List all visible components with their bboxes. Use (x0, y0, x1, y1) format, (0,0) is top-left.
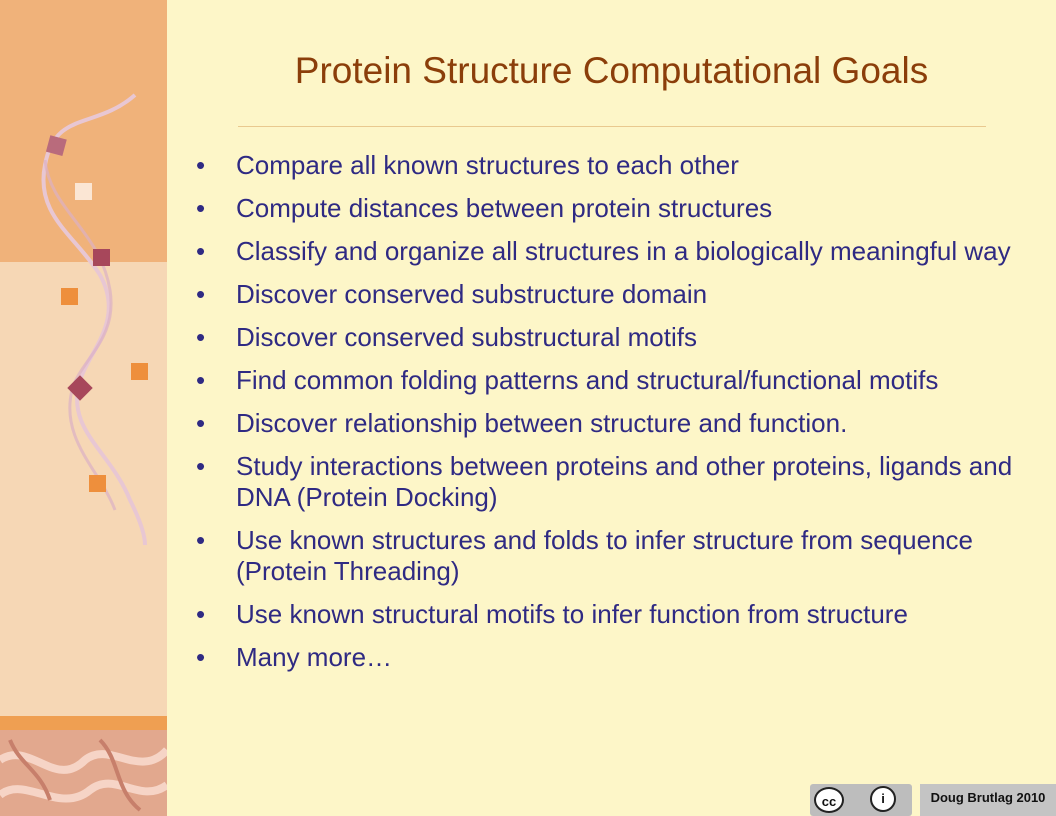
bullet-list (196, 150, 1036, 685)
bullet-text: Discover conserved substructural motifs (236, 322, 697, 352)
cc-icon: cc (814, 787, 844, 813)
bullet-text: Discover relationship between structure and function. (236, 408, 848, 438)
bullet-marker: • (196, 236, 206, 266)
bullet-marker: • (196, 642, 206, 672)
bullet-marker: • (196, 279, 206, 309)
bullet-item (196, 365, 1036, 396)
bullet-marker: • (196, 525, 206, 555)
bullet-text: Compute distances between protein structures (236, 193, 773, 223)
bullet-item (196, 322, 1036, 353)
bullet-marker: • (196, 451, 206, 481)
attribution-icon: i (870, 786, 896, 812)
bullet-item (196, 599, 1036, 630)
bullet-item (196, 525, 1036, 587)
bullet-marker: • (196, 408, 206, 438)
slide-title: Protein Structure Computational Goals (294, 50, 929, 91)
bullet-text: Compare all known structures to each other (236, 150, 739, 180)
bullet-item (196, 193, 1036, 224)
bullet-marker: • (196, 599, 206, 629)
bullet-text: Use known structural motifs to infer function from structure (236, 599, 908, 629)
bullet-text: Use known structures and folds to infer structure from sequence (Protein Threading) (236, 525, 974, 586)
bullet-text: Discover conserved substructure domain (236, 279, 708, 309)
bullet-marker: • (196, 322, 206, 352)
bullet-item (196, 150, 1036, 181)
bullet-marker: • (196, 365, 206, 395)
author-credit: Doug Brutlag 2010 (920, 784, 1056, 816)
creative-commons-by-icon[interactable] (810, 784, 912, 816)
bullet-item (196, 236, 1036, 267)
bullet-text: Many more… (236, 642, 393, 672)
bullet-item (196, 451, 1036, 513)
bullet-text: Study interactions between proteins and other proteins, ligands and DNA (Protein Docking) (236, 451, 1013, 512)
bullet-marker: • (196, 193, 206, 223)
bullet-item (196, 642, 1036, 673)
bullet-item (196, 279, 1036, 310)
dna-strand-decoration (0, 0, 167, 816)
title-divider (238, 126, 986, 127)
bullet-marker: • (196, 150, 206, 180)
bullet-item (196, 408, 1036, 439)
bullet-text: Find common folding patterns and structural/functional motifs (236, 365, 939, 395)
bullet-text: Classify and organize all structures in a biologically meaningful way (236, 236, 1011, 266)
decorative-sidebar (0, 0, 167, 816)
